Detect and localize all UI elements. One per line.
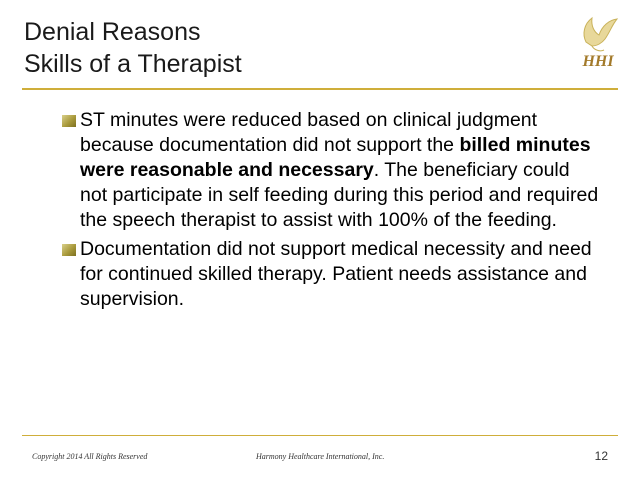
title-line-2: Skills of a Therapist (24, 50, 242, 78)
bullet-text-bold: billed minutes were reasonable and necessary (80, 134, 591, 181)
bullet-square-icon (62, 115, 76, 127)
bullet-item (62, 237, 602, 312)
bullet-list (62, 108, 602, 316)
bullet-text: . The beneficiary could not participate in self feeding during this period and required the speech therapist to assist with 100% of the feeding. (80, 159, 599, 231)
footer-copyright: Copyright 2014 All Rights Reserved (32, 452, 148, 461)
footer-divider (22, 435, 618, 436)
bullet-text: ST minutes were reduced based on clinical judgment because documentation did not support the (80, 109, 538, 156)
slide-title (24, 16, 242, 80)
hhi-logo (572, 12, 622, 74)
footer-company: Harmony Healthcare International, Inc. (256, 452, 385, 461)
title-line-1: Denial Reasons (24, 18, 201, 46)
bullet-text: Documentation did not support medical necessity and need for continued skilled therapy. Patient needs assistance and supervision. (80, 238, 592, 310)
page-number: 12 (594, 449, 608, 463)
title-divider (22, 88, 618, 90)
logo-text: HHI (582, 53, 614, 70)
bullet-square-icon (62, 244, 76, 256)
bullet-item (62, 108, 602, 233)
dove-hhi-logo-icon (572, 12, 622, 74)
